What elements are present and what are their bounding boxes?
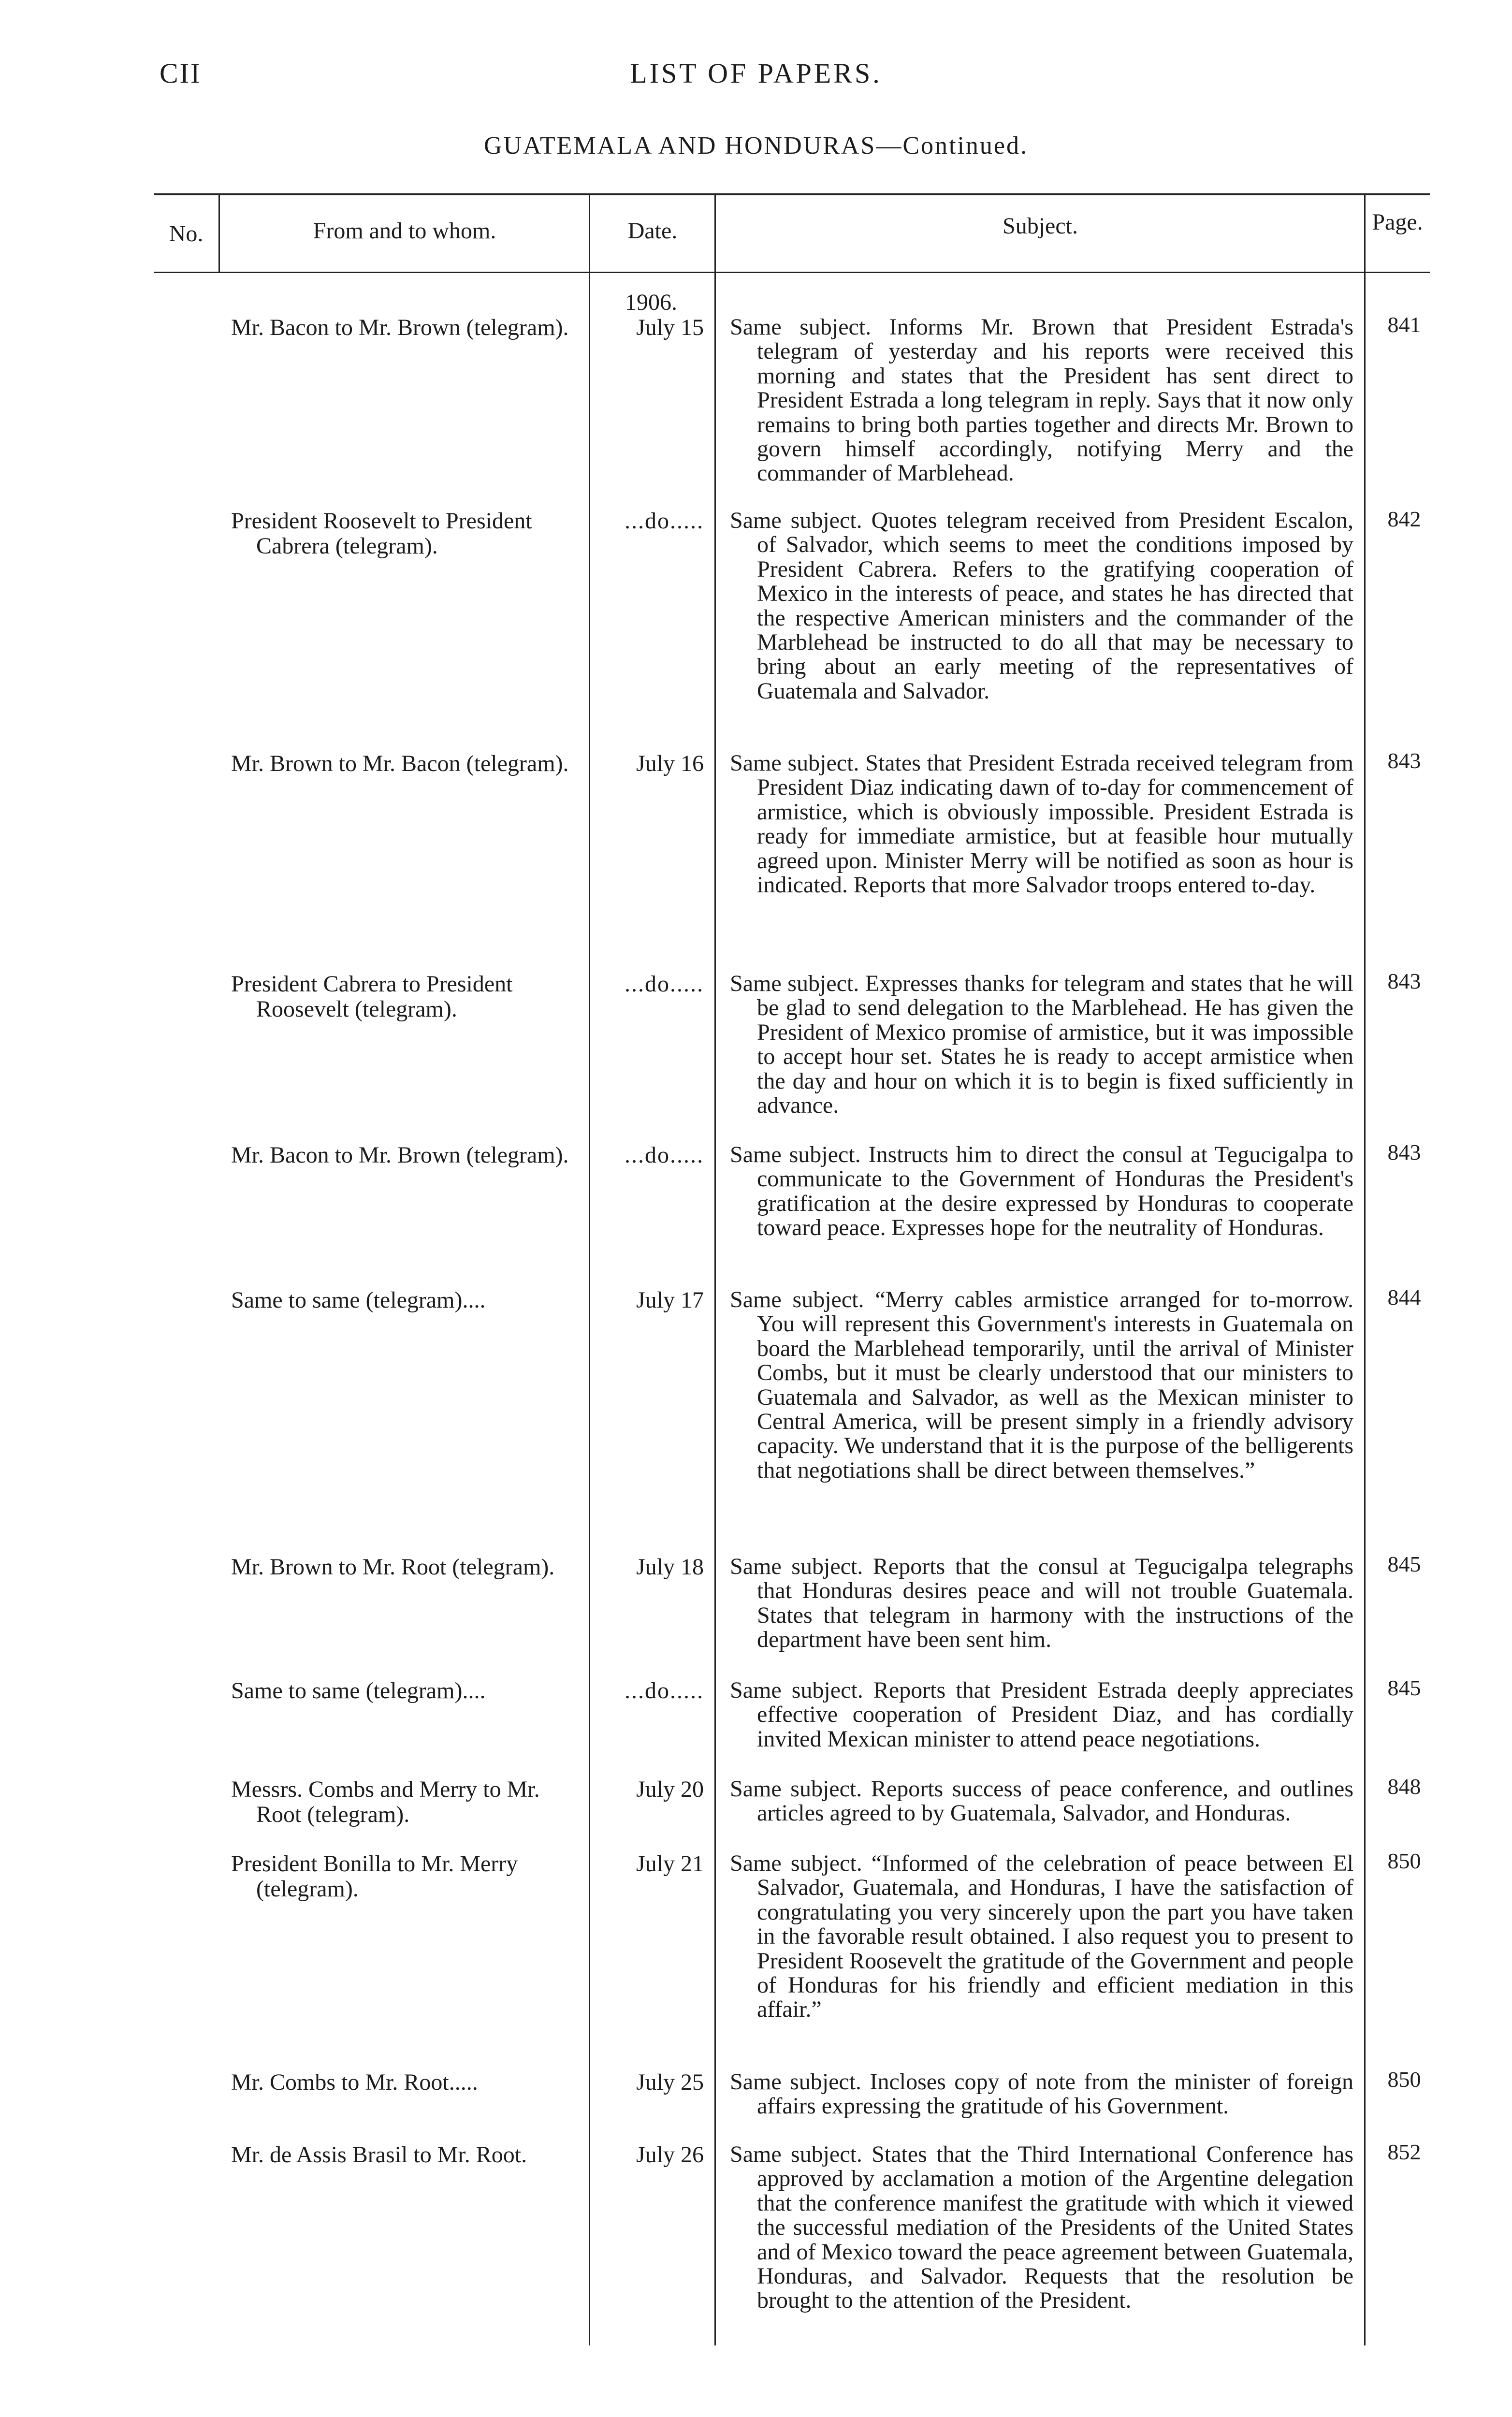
subject-text: Same subject. Reports that President Estrada deeply appreciates effective cooperation of President Diaz, and has cordially invited Mexican minister to attend peace negotiations. — [730, 1677, 1353, 1752]
column-divider-from — [589, 195, 590, 2345]
subject-text: Same subject. Quotes telegram received from President Escalon, of Salvador, which seems to meet the conditions imposed by President Cabrera. Refers to the gratifying cooperation of Mexico in the interests of peace, and states he has directed that the respective American ministers and the commander of the Marblehead be instructed to do all that may be necessary to bring about an early meeting of the representatives of Guatemala and Salvador. — [730, 508, 1353, 704]
row-correspondents — [231, 1143, 584, 1168]
subject-text: Same subject. “Merry cables armistice arranged for to-morrow. You will represent this Government's interests in Guatemala on board the Marblehead temporarily, until the arrival of Minister Combs, but it must be clearly understood that our ministers to Guatemala and Salvador, as well as the Mexican minister to Central America, will be present simply in a friendly advisory capacity. We understand that it is the purpose of the belligerents that negotiations shall be direct between themselves.” — [730, 1287, 1353, 1483]
row-correspondents — [231, 2070, 584, 2095]
row-page: 850 — [1387, 2067, 1421, 2092]
row-subject — [730, 2070, 1353, 2119]
row-date: July 18 — [636, 1554, 704, 1580]
row-page: 850 — [1387, 1849, 1421, 1873]
row-page: 845 — [1387, 1552, 1421, 1576]
row-page: 852 — [1387, 2140, 1421, 2164]
row-page: 844 — [1387, 1285, 1421, 1310]
row-subject — [730, 1288, 1353, 1483]
row-subject — [730, 1777, 1353, 1826]
subject-text: Same subject. Expresses thanks for telegram and states that he will be glad to send delegation to the Marblehead. He has given the President of Mexico promise of armistice, but it was impossible to accept hour set. States he is ready to accept armistice when the day and hour on which it is to begin is fixed sufficiently in advance. — [730, 971, 1353, 1119]
column-header-page: Page. — [1372, 209, 1423, 235]
row-correspondents — [231, 1851, 584, 1902]
subject-text: Same subject. Instructs him to direct the consul at Tegucigalpa to communicate to the Government of Honduras the President's gratification at the desire expressed by Honduras to cooperate toward peace. Expresses hope for the neutrality of Honduras. — [730, 1142, 1353, 1241]
row-subject — [730, 1678, 1353, 1751]
row-subject — [730, 751, 1353, 897]
subject-text: Same subject. Reports that the consul at Tegucigalpa telegraphs that Honduras desires peace and will not trouble Guatemala. States that telegram in harmony with the instructions of the department have been sent him. — [730, 1554, 1353, 1653]
row-date: July 21 — [636, 1851, 704, 1877]
row-date: ...do..... — [625, 1678, 704, 1704]
row-subject — [730, 1555, 1353, 1652]
correspondents-text: Mr. de Assis Brasil to Mr. Root. — [231, 2142, 527, 2168]
correspondents-text: President Bonilla to Mr. Merry (telegram). — [231, 1851, 518, 1902]
correspondents-text: Messrs. Combs and Merry to Mr. Root (telegram). — [231, 1776, 540, 1827]
subject-text: Same subject. Informs Mr. Brown that President Estrada's telegram of yesterday and his reports were received this morning and states that the President has sent direct to President Estrada a long telegram in reply. Says that it now only remains to bring both parties together and directs Mr. Brown to govern himself accordingly, notifying Merry and the commander of Marblehead. — [730, 314, 1353, 486]
table-top-rule — [154, 193, 1430, 195]
row-date: July 25 — [636, 2069, 704, 2095]
correspondents-text: Mr. Bacon to Mr. Brown (telegram). — [231, 315, 569, 340]
column-divider-no — [218, 195, 220, 272]
row-correspondents — [231, 1678, 584, 1704]
running-title: LIST OF PAPERS. — [630, 58, 882, 89]
row-subject — [730, 2142, 1353, 2313]
subject-text: Same subject. States that the Third International Conference has approved by acclamation a motion of the Argentine delegation that the conference manifest the gratitude with which it viewed the successful mediation of the Presidents of the United States and of Mexico toward the peace agreement between Guatemala, Honduras, and Salvador. Requests that the resolution be brought to the attention of the President. — [730, 2141, 1353, 2314]
subject-text: Same subject. Reports success of peace conference, and outlines articles agreed to by Guatemala, Salvador, and Honduras. — [730, 1776, 1353, 1826]
row-date: July 16 — [636, 751, 704, 776]
correspondents-text: Mr. Bacon to Mr. Brown (telegram). — [231, 1142, 569, 1168]
row-subject — [730, 315, 1353, 486]
row-page: 845 — [1387, 1675, 1421, 1700]
row-subject — [730, 972, 1353, 1118]
year-label: 1906. — [625, 290, 677, 315]
row-correspondents — [231, 1288, 584, 1313]
row-page: 843 — [1387, 969, 1421, 993]
row-correspondents — [231, 1555, 584, 1580]
row-page: 848 — [1387, 1774, 1421, 1799]
correspondents-text: President Roosevelt to President Cabrera (telegram). — [231, 508, 532, 559]
correspondents-text: Mr. Brown to Mr. Bacon (telegram). — [231, 751, 569, 776]
column-header-from: From and to whom. — [313, 218, 496, 244]
subject-text: Same subject. “Informed of the celebration of peace between El Salvador, Guatemala, and Honduras, I have the satisfaction of congratulating you very sincerely upon the part you have taken in the favorable result obtained. I also request you to present to President Roosevelt the gratitude of the Government and people of Honduras for his friendly and efficient mediation in this affair.” — [730, 1850, 1353, 2023]
row-correspondents — [231, 751, 584, 776]
page-number: CII — [160, 58, 202, 89]
row-correspondents — [231, 1777, 584, 1827]
row-date: July 17 — [636, 1287, 704, 1313]
row-date: ...do..... — [625, 1142, 704, 1168]
row-date: ...do..... — [625, 971, 704, 997]
subject-text: Same subject. Incloses copy of note from the minister of foreign affairs expressing the gratitude of his Government. — [730, 2069, 1353, 2119]
correspondents-text: Same to same (telegram).... — [231, 1678, 486, 1704]
row-page: 841 — [1387, 312, 1421, 337]
row-subject — [730, 1851, 1353, 2022]
row-correspondents — [231, 315, 584, 340]
date-value: July 15 — [636, 315, 704, 340]
column-header-date: Date. — [627, 218, 678, 244]
correspondents-text: Same to same (telegram).... — [231, 1287, 486, 1313]
row-subject — [730, 509, 1353, 703]
column-divider-page — [1364, 195, 1366, 2345]
correspondents-text: Mr. Brown to Mr. Root (telegram). — [231, 1554, 555, 1580]
row-page: 842 — [1387, 507, 1421, 531]
row-date: ...do..... — [625, 508, 704, 534]
section-title: GUATEMALA AND HONDURAS—Continued. — [483, 132, 1029, 160]
row-date — [598, 290, 704, 340]
row-date: July 26 — [636, 2142, 704, 2168]
column-header-subject: Subject. — [1003, 213, 1078, 239]
row-correspondents — [231, 972, 584, 1022]
correspondents-text: President Cabrera to President Roosevelt (telegram). — [231, 971, 513, 1022]
row-page: 843 — [1387, 1140, 1421, 1165]
row-date: July 20 — [636, 1776, 704, 1802]
row-correspondents — [231, 509, 584, 559]
column-header-no: No. — [169, 221, 204, 247]
column-divider-date — [714, 195, 716, 2345]
correspondents-text: Mr. Combs to Mr. Root..... — [231, 2069, 478, 2095]
row-subject — [730, 1143, 1353, 1240]
table-header-rule — [154, 272, 1430, 273]
row-correspondents — [231, 2142, 584, 2168]
subject-text: Same subject. States that President Estrada received telegram from President Diaz indicating dawn of to-day for commencement of armistice, which is obviously impossible. President Estrada is ready for immediate armistice, but at feasible hour mutually agreed upon. Minister Merry will be notified as soon as hour is indicated. Reports that more Salvador troops entered to-day. — [730, 750, 1353, 898]
row-page: 843 — [1387, 748, 1421, 773]
